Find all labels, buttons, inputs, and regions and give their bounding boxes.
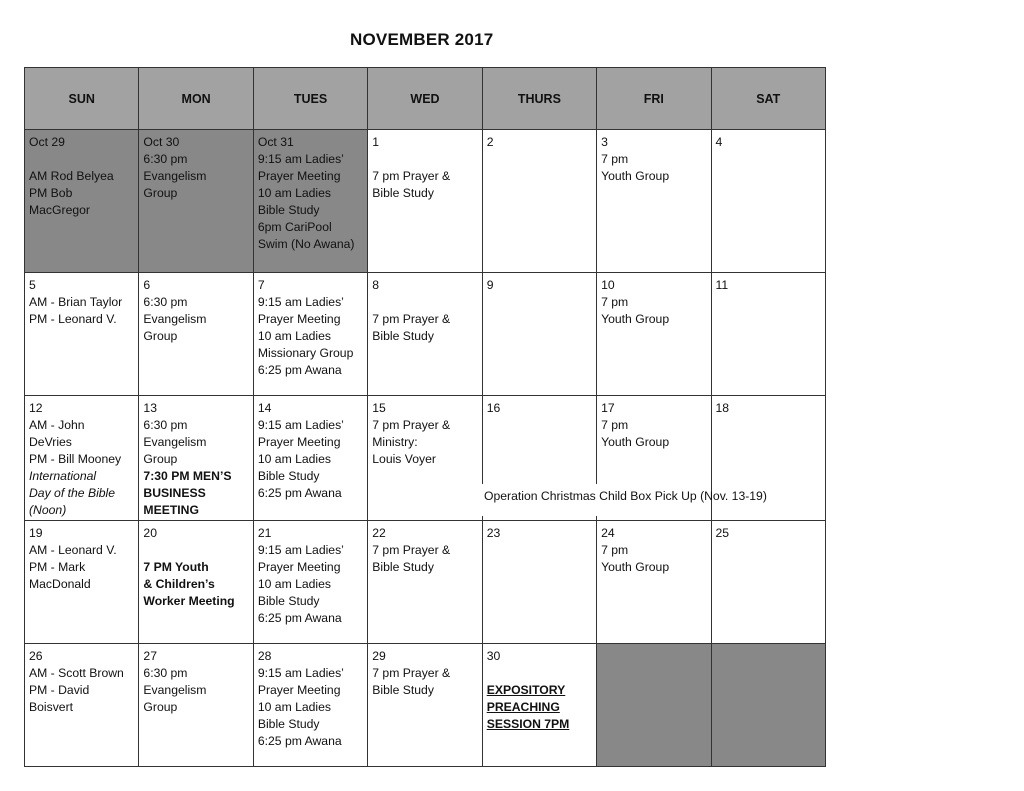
event-line	[372, 151, 477, 168]
event-line: Evangelism	[143, 169, 207, 183]
day-cell	[25, 273, 139, 396]
event-line: 7 pm	[601, 152, 629, 166]
event-line: 6:30 pm	[143, 665, 188, 680]
event-line: PREACHING	[486, 699, 560, 714]
event-line: 19	[29, 525, 43, 540]
event-line: 17	[601, 401, 615, 416]
day-cell-content	[139, 273, 252, 345]
event-line: Prayer Meeting	[257, 169, 341, 183]
event-line: 12	[29, 401, 43, 416]
day-cell	[597, 520, 711, 643]
event-line: Bible Study	[372, 186, 434, 200]
event-line: PM - Bill Mooney	[29, 452, 122, 467]
day-cell-content	[483, 644, 596, 733]
event-line: 7 pm	[601, 542, 629, 557]
event-line: Bible Study	[257, 593, 320, 608]
calendar-title: NOVEMBER 2017	[350, 30, 494, 49]
day-cell	[25, 396, 139, 520]
event-line: DeVries	[29, 435, 72, 450]
day-cell-content	[597, 130, 710, 185]
event-line: Group	[143, 329, 178, 344]
day-cell-content	[368, 273, 481, 345]
event-line	[143, 542, 248, 559]
day-cell	[711, 273, 825, 396]
day-cell	[711, 130, 825, 273]
event-line	[487, 665, 592, 682]
day-cell-content	[254, 521, 367, 627]
event-line: 9:15 am Ladies’	[257, 665, 344, 680]
event-line: 1	[372, 135, 380, 149]
week-row	[25, 520, 826, 643]
day-cell	[482, 273, 596, 396]
event-line: BUSINESS	[143, 486, 206, 501]
event-line: Day of the Bible	[29, 486, 116, 501]
event-line: 15	[372, 401, 386, 416]
event-line: 10 am Ladies	[257, 329, 332, 344]
day-cell-content	[254, 273, 367, 379]
event-line: 28	[257, 648, 272, 663]
event-line: PM - Mark	[29, 559, 86, 574]
event-line: 6:30 pm	[143, 418, 188, 433]
day-cell	[482, 520, 596, 643]
weekday-thurs: THURS	[482, 68, 596, 130]
day-cell-content	[597, 273, 710, 328]
event-line: 7 pm Prayer &	[372, 418, 451, 433]
event-line: 6pm CariPool	[257, 220, 332, 234]
event-line: 7 pm Prayer &	[372, 665, 451, 680]
event-line: Prayer Meeting	[257, 312, 341, 327]
day-cell	[25, 520, 139, 643]
event-line: Boisvert	[29, 699, 74, 714]
day-cell	[139, 643, 253, 766]
event-line	[372, 294, 477, 311]
event-line: AM - Leonard V.	[29, 542, 117, 557]
event-line: 10 am Ladies	[257, 186, 332, 200]
day-cell-content	[368, 644, 481, 699]
event-line: (Noon)	[29, 503, 67, 518]
day-cell	[368, 130, 482, 273]
event-line: Bible Study	[257, 716, 320, 731]
weekday-sat: SAT	[711, 68, 825, 130]
event-line: AM Rod Belyea	[29, 169, 114, 183]
event-line: AM - John	[29, 418, 85, 433]
event-line: AM - Scott Brown	[29, 665, 124, 680]
day-cell-content	[483, 396, 596, 417]
day-cell	[482, 643, 596, 766]
event-line: 16	[486, 401, 501, 416]
event-line: 20	[143, 525, 157, 540]
day-cell-content	[139, 644, 252, 716]
weekday-header-row	[25, 68, 826, 130]
day-cell	[253, 396, 367, 520]
event-line: Bible Study	[257, 469, 320, 484]
event-line: Youth Group	[601, 312, 670, 327]
day-cell-content	[597, 521, 710, 576]
day-cell	[253, 520, 367, 643]
event-line: 6:30 pm	[143, 152, 188, 166]
event-banner: Operation Christmas Child Box Pick Up (Nov. 13-19)	[484, 489, 767, 503]
event-line: Youth Group	[601, 169, 670, 183]
day-cell-content	[712, 273, 825, 294]
event-line: PM - David	[29, 682, 90, 697]
day-cell	[597, 130, 711, 273]
event-line: 7:30 PM MEN’S	[143, 469, 232, 484]
event-line: 26	[29, 648, 43, 663]
day-cell-content	[483, 130, 596, 151]
day-cell	[253, 643, 367, 766]
week-row	[25, 273, 826, 396]
day-cell-content	[139, 521, 252, 610]
day-cell	[368, 520, 482, 643]
event-line: 9:15 am Ladies’	[257, 418, 344, 433]
event-line: Oct 31	[257, 135, 294, 149]
event-line: Louis Voyer	[372, 452, 436, 467]
event-line: 7 pm	[601, 295, 629, 310]
event-line: International	[29, 469, 97, 484]
event-line: 2	[486, 135, 494, 149]
event-line: 9	[486, 278, 494, 293]
week-row	[25, 643, 826, 766]
day-cell-content	[368, 130, 481, 202]
day-cell-content	[483, 521, 596, 542]
event-line: 6:25 pm Awana	[257, 610, 342, 625]
event-line: 6:25 pm Awana	[257, 363, 342, 378]
day-cell-content	[25, 273, 138, 328]
event-line: Bible Study	[372, 329, 434, 344]
event-line: MEETING	[143, 503, 199, 518]
event-line: 9:15 am Ladies’	[257, 152, 344, 166]
event-line: 9:15 am Ladies’	[257, 295, 344, 310]
event-line: EXPOSITORY	[486, 682, 566, 697]
event-line: 10 am Ladies	[257, 452, 332, 467]
event-line: 6:30 pm	[143, 295, 188, 310]
event-line: Worker Meeting	[143, 593, 235, 608]
event-line: PM Bob	[29, 186, 73, 200]
day-cell-content	[368, 396, 481, 468]
event-line: 7 pm Prayer &	[372, 542, 451, 557]
event-line: Bible Study	[257, 203, 320, 217]
day-cell-content	[483, 273, 596, 294]
event-line: 27	[143, 648, 157, 663]
day-cell-content	[597, 396, 710, 451]
day-cell	[25, 643, 139, 766]
event-line: Bible Study	[372, 682, 434, 697]
weekday-sun: SUN	[25, 68, 139, 130]
event-line: 5	[29, 278, 36, 293]
event-line: Evangelism	[143, 312, 207, 327]
event-line: 8	[372, 278, 380, 293]
day-cell-content	[712, 521, 825, 542]
event-line: Prayer Meeting	[257, 559, 341, 574]
day-cell-content	[25, 396, 138, 519]
event-line: PM - Leonard V.	[29, 312, 117, 327]
event-line: Youth Group	[601, 435, 670, 450]
event-line: 10 am Ladies	[257, 699, 332, 714]
event-line: 6:25 pm Awana	[257, 733, 342, 748]
event-line: Evangelism	[143, 682, 207, 697]
event-line: Group	[143, 452, 178, 467]
day-cell-content	[712, 644, 825, 648]
event-line: 9:15 am Ladies’	[257, 542, 344, 557]
event-line: 6	[143, 278, 151, 293]
event-line	[29, 151, 134, 168]
event-line: 10	[601, 278, 615, 293]
event-line: & Children’s	[143, 576, 215, 591]
event-line: MacDonald	[29, 576, 91, 591]
day-cell-content	[25, 644, 138, 716]
weekday-fri: FRI	[597, 68, 711, 130]
day-cell-content	[139, 130, 252, 202]
weekday-wed: WED	[368, 68, 482, 130]
day-cell	[139, 130, 253, 273]
day-cell	[139, 273, 253, 396]
day-cell-content	[25, 130, 138, 219]
event-line: Swim (No Awana)	[257, 237, 355, 251]
event-line: 3	[601, 135, 608, 149]
event-line: MacGregor	[29, 203, 90, 217]
day-cell	[139, 396, 253, 520]
calendar-grid	[24, 67, 826, 767]
day-cell-content	[597, 644, 710, 648]
event-line: 30	[486, 648, 501, 663]
day-cell	[597, 273, 711, 396]
day-cell	[253, 273, 367, 396]
event-line: SESSION 7PM	[486, 716, 570, 731]
weekday-tues: TUES	[253, 68, 367, 130]
day-cell	[482, 130, 596, 273]
event-line: Ministry:	[372, 435, 418, 450]
event-line: 7 pm Prayer &	[372, 312, 451, 327]
day-cell-content	[254, 644, 367, 750]
event-line: 13	[143, 401, 157, 416]
event-line: Prayer Meeting	[257, 435, 341, 450]
event-line: Evangelism	[143, 435, 207, 450]
day-cell-content	[254, 130, 367, 253]
day-cell	[711, 643, 825, 766]
event-line: 23	[486, 525, 501, 540]
day-cell-content	[254, 396, 367, 502]
event-line: 22	[372, 525, 386, 540]
event-line: Oct 30	[143, 135, 180, 149]
day-cell-content	[712, 130, 825, 151]
day-cell-content	[25, 521, 138, 593]
day-cell	[25, 130, 139, 273]
event-line: Group	[143, 699, 178, 714]
event-line: 4	[715, 135, 723, 149]
day-cell	[368, 643, 482, 766]
day-cell-content	[712, 396, 825, 417]
day-cell	[711, 520, 825, 643]
day-cell	[597, 643, 711, 766]
event-line: 7	[257, 278, 265, 293]
event-line: AM - Brian Taylor	[29, 295, 123, 310]
event-line: 29	[372, 648, 386, 663]
event-line: Youth Group	[601, 559, 670, 574]
week-row	[25, 130, 826, 273]
event-line: Missionary Group	[257, 346, 354, 361]
event-line: 25	[715, 525, 730, 540]
event-line: 24	[601, 525, 615, 540]
event-line: Prayer Meeting	[257, 682, 341, 697]
event-line: 10 am Ladies	[257, 576, 332, 591]
day-cell	[253, 130, 367, 273]
weekday-mon: MON	[139, 68, 253, 130]
event-line: Group	[143, 186, 178, 200]
event-line: 7 pm	[601, 418, 629, 433]
day-cell	[139, 520, 253, 643]
event-line: Oct 29	[29, 135, 65, 149]
event-line: 14	[257, 401, 272, 416]
event-line: 21	[257, 525, 272, 540]
day-cell	[368, 273, 482, 396]
event-line: Bible Study	[372, 559, 434, 574]
event-line: 7 pm Prayer &	[372, 169, 451, 183]
event-line: 7 PM Youth	[143, 559, 209, 574]
event-line: 6:25 pm Awana	[257, 486, 342, 501]
day-cell-content	[368, 521, 481, 576]
event-line: 18	[715, 401, 730, 416]
event-line: 11	[715, 278, 729, 293]
day-cell-content	[139, 396, 252, 519]
